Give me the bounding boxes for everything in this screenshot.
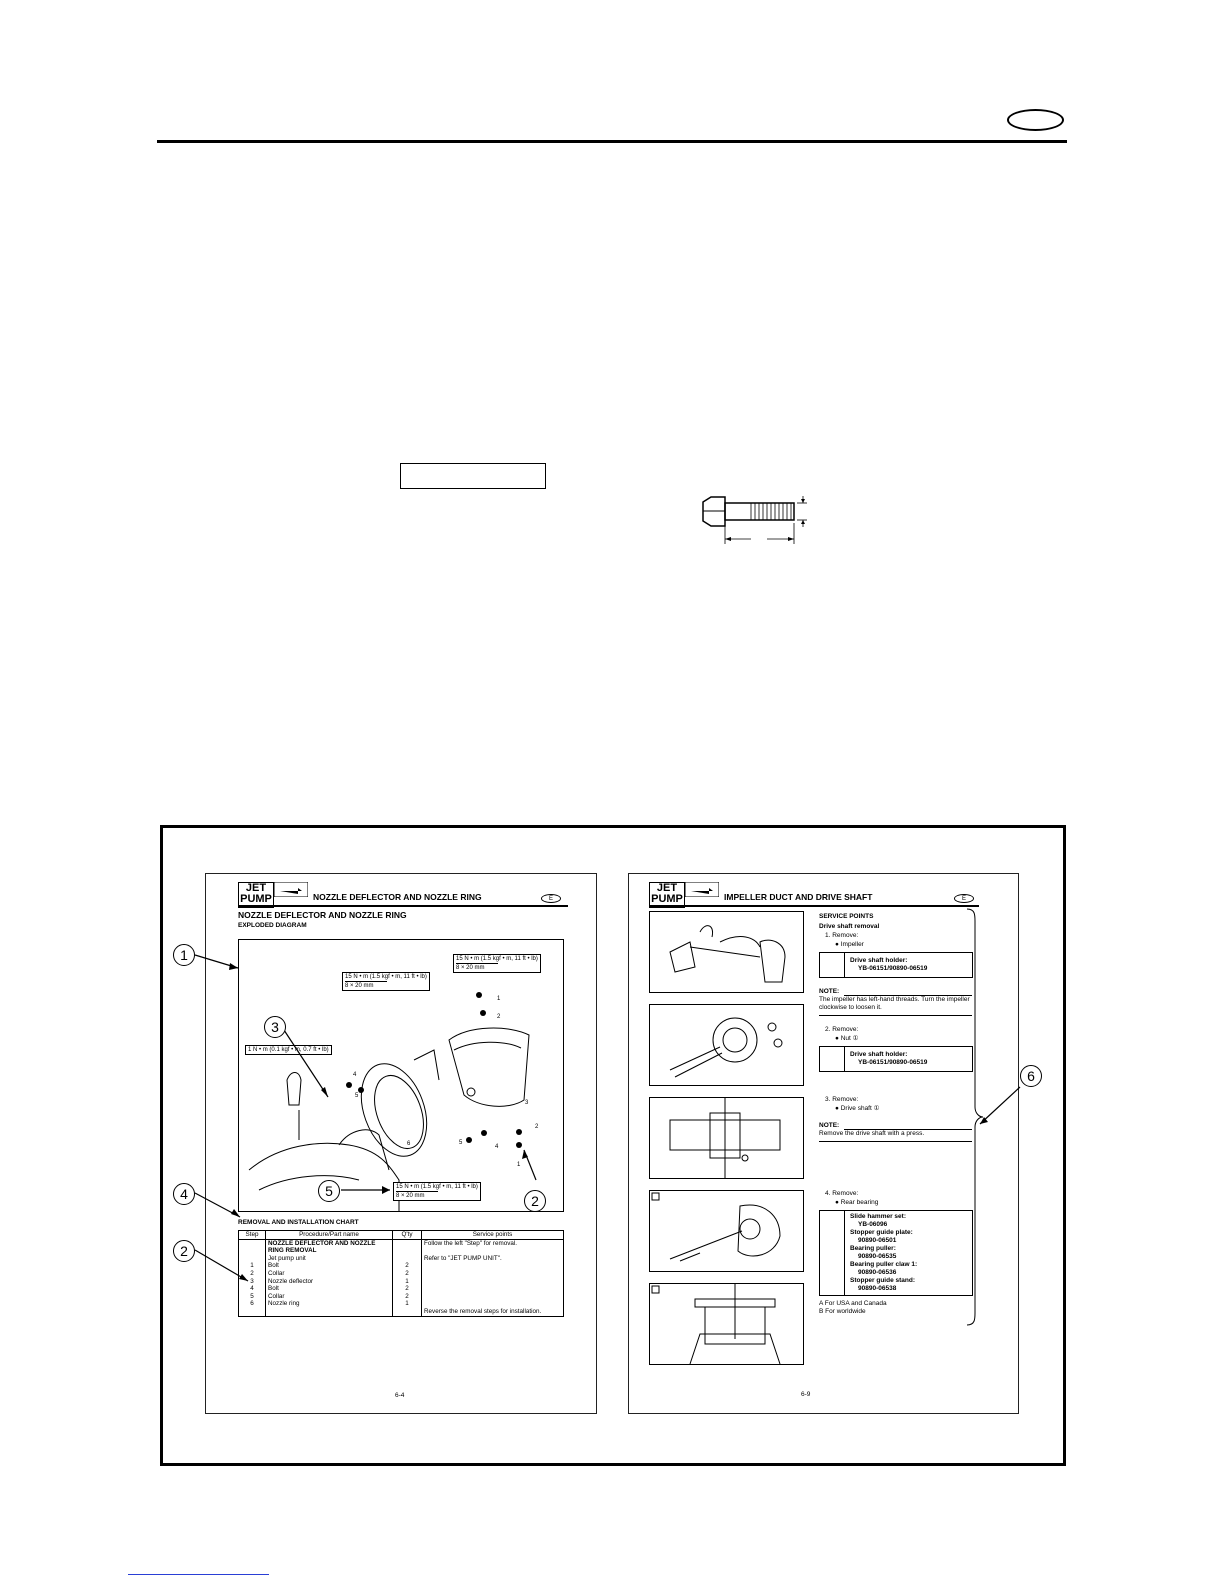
table-cell-qty: 1 [393, 1300, 422, 1308]
empty-label-box [400, 463, 546, 489]
table-cell-note: Reverse the removal steps for installation. [422, 1308, 564, 1316]
lang-oval: E [954, 894, 974, 903]
callout-2b: 2 [524, 1190, 546, 1212]
table-cell-part: NOZZLE DEFLECTOR AND NOZZLE RING REMOVAL [266, 1239, 393, 1255]
torque-spec: 15 N • m (1.5 kgf • m, 11 ft • lb) 8 × 20 mm [393, 1182, 481, 1201]
header-title: IMPELLER DUCT AND DRIVE SHAFT [724, 892, 873, 902]
drive-shaft-removal: Drive shaft removal [819, 923, 880, 930]
chart-title: REMOVAL AND INSTALLATION CHART [238, 1219, 359, 1226]
table-cell-step: 3 [239, 1278, 266, 1286]
col-step: Step [239, 1231, 266, 1240]
tool-box: Slide hammer set: YB-06096 Stopper guide plate: 90890-06501 Bearing puller: 90890-06535 Bearing puller claw 1: 90890-06536 Stopper guide stand: 90890-06538 [819, 1210, 973, 1296]
callout-3: 3 [264, 1016, 286, 1038]
legend-a: A For USA and Canada [819, 1300, 887, 1307]
page-number: 6-4 [395, 1392, 405, 1399]
table-cell-qty: 2 [393, 1270, 422, 1278]
table-cell-step: 5 [239, 1293, 266, 1301]
col-qty: Q'ty [393, 1231, 422, 1240]
step-2: 2. Remove: [825, 1026, 859, 1033]
step-1: 1. Remove: [825, 932, 859, 939]
note-text: The impeller has left-hand threads. Turn the impeller clockwise to loosen it. [819, 996, 970, 1011]
table-cell-qty: 2 [393, 1262, 422, 1270]
jet-pump-badge: JET PUMP [649, 882, 685, 908]
table-cell-qty: 2 [393, 1285, 422, 1293]
part-label: 5 [459, 1140, 463, 1146]
table-cell-part: Jet pump unit [266, 1255, 393, 1263]
table-cell-note: Follow the left "Step" for removal. [422, 1239, 564, 1255]
table-cell-qty: 1 [393, 1278, 422, 1286]
part-label: 2 [535, 1124, 539, 1130]
step-4: 4. Remove: [825, 1190, 859, 1197]
table-cell-step: 1 [239, 1262, 266, 1270]
callout-5: 5 [318, 1180, 340, 1202]
step-1-item: ● Impeller [835, 941, 864, 948]
language-badge [1007, 109, 1064, 131]
part-label: 1 [497, 996, 501, 1002]
part-label: 2 [497, 1014, 501, 1020]
col-part: Procedure/Part name [266, 1231, 393, 1240]
table-cell-part: Collar [266, 1293, 393, 1301]
note-label: NOTE: [819, 988, 840, 995]
table-cell-step: 6 [239, 1300, 266, 1308]
part-label: 1 [517, 1162, 521, 1168]
tool-box: Drive shaft holder: YB-06151/90890-06519 [819, 952, 973, 978]
step-3: 3. Remove: [825, 1096, 859, 1103]
callout-1: 1 [173, 944, 195, 966]
table-cell-part: Collar [266, 1270, 393, 1278]
step-3-item: ● Drive shaft ① [835, 1105, 880, 1112]
page-number: 6-9 [801, 1391, 811, 1398]
callout-6: 6 [1020, 1065, 1042, 1087]
torque-spec: 1 N • m (0.1 kgf • m, 0.7 ft • lb) [245, 1045, 332, 1055]
header-title: NOZZLE DEFLECTOR AND NOZZLE RING [313, 892, 482, 902]
table-cell-part: Bolt [266, 1262, 393, 1270]
tool-box: Drive shaft holder: YB-06151/90890-06519 [819, 1046, 973, 1072]
step-2-item: ● Nut ① [835, 1035, 859, 1042]
page-title: NOZZLE DEFLECTOR AND NOZZLE RING [238, 910, 407, 920]
note-label: NOTE: [819, 1122, 840, 1129]
table-cell-part: Nozzle ring [266, 1300, 393, 1308]
part-label: 5 [355, 1093, 359, 1099]
torque-spec: 15 N • m (1.5 kgf • m, 11 ft • lb) 8 × 20 mm [453, 954, 541, 973]
part-label: 3 [525, 1100, 529, 1106]
bolt-icon [701, 496, 811, 548]
service-points-heading: SERVICE POINTS [819, 913, 874, 920]
header-rule [157, 140, 1067, 143]
table-cell-step: 2 [239, 1270, 266, 1278]
table-cell-note: Refer to "JET PUMP UNIT". [422, 1255, 564, 1263]
jet-pump-badge: JET PUMP [238, 882, 274, 908]
callout-2: 2 [173, 1240, 195, 1262]
lang-oval: E [541, 894, 561, 903]
table-cell-qty: 2 [393, 1293, 422, 1301]
part-label: 4 [353, 1072, 357, 1078]
part-label: 4 [495, 1144, 499, 1150]
table-cell-step: 4 [239, 1285, 266, 1293]
callout-4: 4 [173, 1183, 195, 1205]
table-cell-part: Nozzle deflector [266, 1278, 393, 1286]
part-label: 6 [407, 1141, 411, 1147]
torque-spec: 15 N • m (1.5 kgf • m, 11 ft • lb) 8 × 20 mm [342, 972, 430, 991]
link-underline[interactable] [128, 1574, 269, 1575]
col-service: Service points [422, 1231, 564, 1240]
callout-leaders [160, 825, 1066, 1466]
note-text: Remove the drive shaft with a press. [819, 1130, 925, 1137]
table-cell-part: Bolt [266, 1285, 393, 1293]
page-subtitle: EXPLODED DIAGRAM [238, 922, 307, 929]
step-4-item: ● Rear bearing [835, 1199, 879, 1206]
legend-b: B For worldwide [819, 1308, 866, 1315]
